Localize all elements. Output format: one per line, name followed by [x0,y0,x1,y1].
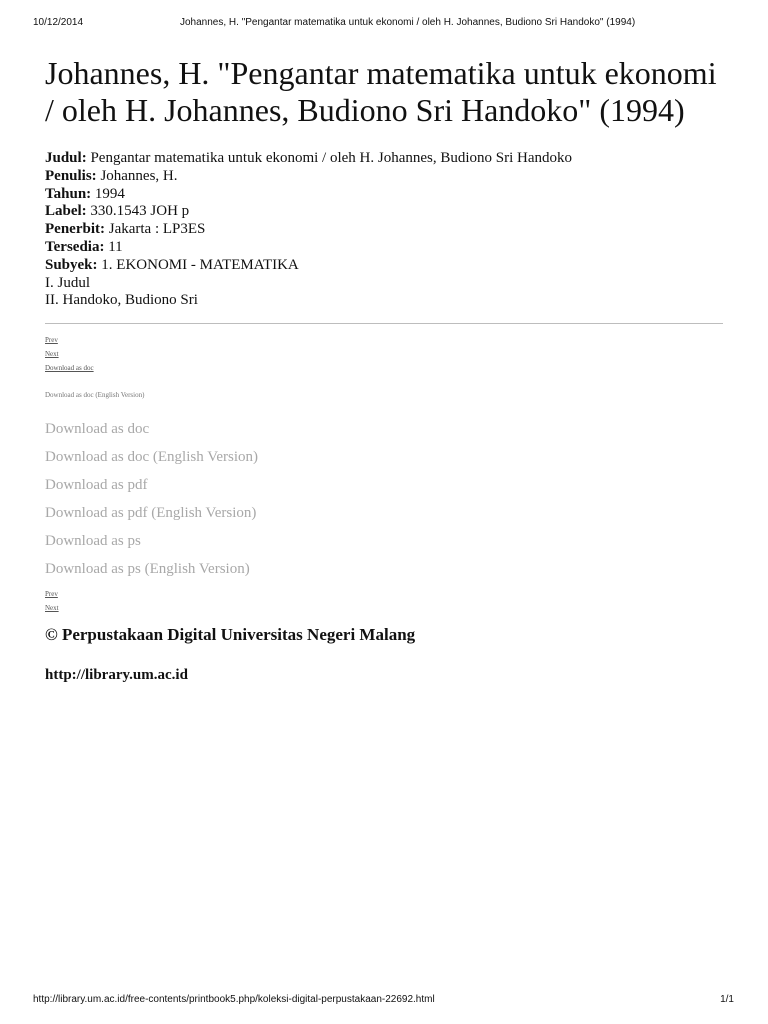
download-doc-small-link[interactable]: Download as doc [45,364,94,373]
download-pdf-link[interactable]: Download as pdf [45,477,148,494]
top-nav-links [45,333,725,375]
penulis-label: Penulis: [45,167,97,184]
tahun-value: 1994 [94,185,125,202]
record-penulis [45,168,725,186]
download-doc-link[interactable]: Download as doc [45,421,150,438]
record-tahun [45,186,725,204]
download-list [45,415,725,583]
page-number: 1/1 [720,994,734,1005]
site-url: http://library.um.ac.id [45,667,188,684]
penulis-value: Johannes, H. [100,167,178,184]
download-ps-link[interactable]: Download as ps [45,533,141,550]
call-label-value: 330.1543 JOH p [90,203,190,220]
next-link[interactable]: Next [45,350,59,359]
record-extra-line: II. Handoko, Budiono Sri [45,292,198,309]
tersedia-value: 11 [108,238,123,255]
record-subyek [45,257,725,275]
penerbit-value: Jakarta : LP3ES [108,221,206,238]
copyright-text: © Perpustakaan Digital Universitas Negeri Malang [45,625,416,645]
print-header-title: Johannes, H. "Pengantar matematika untuk ekonomi / oleh H. Johannes, Budiono Sri Handoko" (1994) [180,17,636,28]
download-pdf-english-link[interactable]: Download as pdf (English Version) [45,505,257,522]
print-header [0,17,768,31]
prev-link[interactable]: Prev [45,336,58,345]
print-footer-url: http://library.um.ac.id/free-contents/printbook5.php/koleksi-digital-perpustakaan-22692.html [33,994,435,1005]
bottom-nav-links [45,587,725,615]
download-doc-english-link[interactable]: Download as doc (English Version) [45,449,259,466]
tahun-label: Tahun: [45,185,92,202]
subyek-label: Subyek: [45,256,98,273]
record-judul [45,150,725,168]
download-ps-english-link[interactable]: Download as ps (English Version) [45,561,250,578]
print-date: 10/12/2014 [33,17,84,28]
record-details [45,150,725,310]
print-footer [0,994,768,1008]
tersedia-label: Tersedia: [45,238,105,255]
record-extra-line: I. Judul [45,274,90,291]
divider [45,323,723,324]
penerbit-label: Penerbit: [45,221,105,238]
record-tersedia [45,239,725,257]
record-label [45,203,725,221]
judul-value: Pengantar matematika untuk ekonomi / oleh H. Johannes, Budiono Sri Handoko [90,150,573,166]
record-penerbit [45,221,725,239]
subyek-value: 1. EKONOMI - MATEMATIKA [101,256,299,273]
next-link-bottom[interactable]: Next [45,604,59,613]
main-content [45,55,725,684]
download-note: Download as doc (English Version) [45,391,145,400]
judul-label: Judul: [45,150,87,166]
page-title: Johannes, H. "Pengantar matematika untuk ekonomi / oleh H. Johannes, Budiono Sri Handoko" (1994) [45,55,717,128]
prev-link-bottom[interactable]: Prev [45,590,58,599]
call-label-label: Label: [45,203,87,220]
